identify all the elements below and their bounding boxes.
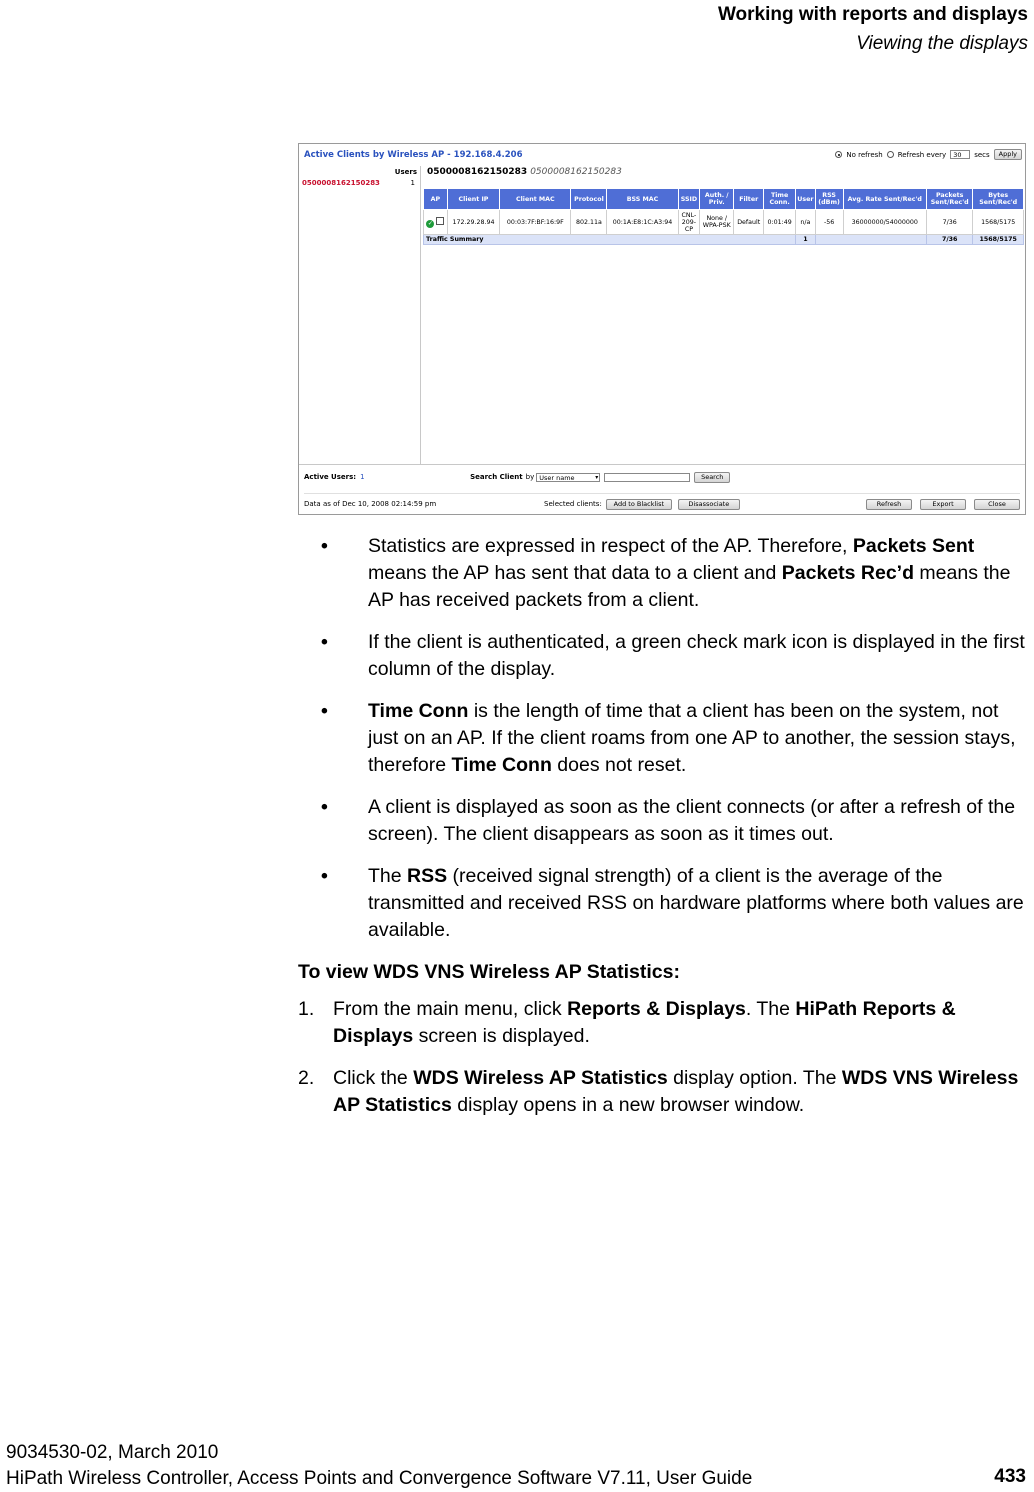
text-run: is the length of time that a client has been on the system, not just on an AP. If the client roams from one AP to another, the session stays, therefore	[368, 700, 1016, 776]
text-run: Click the	[333, 1067, 414, 1089]
search-input[interactable]	[604, 473, 690, 482]
text-run: If the client is authenticated, a green check mark icon is displayed in the first column of the display.	[368, 631, 1025, 680]
search-by-selected-value: User name	[539, 473, 575, 482]
cell-rss: -56	[815, 210, 843, 235]
procedure-step	[298, 996, 1032, 1050]
col-time-conn[interactable]: Time Conn.	[764, 189, 796, 210]
col-protocol[interactable]: Protocol	[571, 189, 607, 210]
no-refresh-label: No refresh	[846, 150, 883, 159]
cell-client-ip: 172.29.28.94	[447, 210, 500, 235]
col-ap[interactable]: AP	[424, 189, 448, 210]
text-run: From the main menu, click	[333, 998, 568, 1020]
bullet-dot: •	[321, 631, 328, 653]
col-client-mac[interactable]: Client MAC	[500, 189, 571, 210]
refresh-every-label: Refresh every	[897, 150, 947, 159]
cell-client-mac: 00:03:7F:BF:16:9F	[500, 210, 571, 235]
text-run: Statistics are expressed in respect of the AP. Therefore,	[368, 535, 853, 557]
page-header-subtitle: Viewing the displays	[856, 33, 1028, 54]
display-name: WDS VNS Wireless AP Statistics	[333, 1067, 1019, 1116]
bullet-item	[298, 629, 1032, 683]
text-run: The	[368, 865, 408, 887]
bullet-dot: •	[321, 865, 328, 887]
text-run: A client is displayed as soon as the client connects (or after a refresh of the screen). The client disappears as soon as it times out.	[368, 796, 1016, 845]
row-status-cell	[424, 210, 448, 235]
bullet-item	[298, 533, 1032, 614]
page-number: 433	[994, 1466, 1026, 1487]
cell-protocol: 802.11a	[571, 210, 607, 235]
clients-table	[423, 188, 1024, 245]
bullet-dot: •	[321, 535, 328, 557]
cell-auth-priv: None / WPA-PSK	[700, 210, 734, 235]
text-run: means the AP has received packets from a client.	[368, 562, 1011, 611]
no-refresh-radio[interactable]	[835, 151, 842, 158]
ap-list-panel	[299, 166, 421, 464]
search-client-label: Search Client	[470, 473, 523, 481]
apply-button[interactable]: Apply	[994, 149, 1022, 160]
summary-label: Traffic Summary	[424, 235, 796, 245]
term-time-conn: Time Conn	[368, 700, 469, 722]
ap-name-bold: 0500008162150283	[427, 167, 528, 177]
ap-user-count: 1	[410, 179, 415, 187]
row-select-checkbox[interactable]	[436, 217, 444, 225]
screenshot-title: Active Clients by Wireless AP - 192.168.4.206	[304, 150, 523, 160]
summary-packets: 7/36	[927, 235, 973, 245]
selected-ap-name	[427, 167, 622, 177]
procedure-heading: To view WDS VNS Wireless AP Statistics:	[298, 961, 680, 983]
col-avg-rate[interactable]: Avg. Rate Sent/Rec'd	[843, 189, 927, 210]
col-packets[interactable]: Packets Sent/Rec'd	[927, 189, 973, 210]
text-run: . The	[745, 998, 796, 1020]
search-by-label: by	[525, 473, 535, 481]
footer-doc-id: 9034530-02, March 2010	[6, 1442, 219, 1463]
refresh-controls	[835, 149, 1022, 160]
bullet-item	[298, 863, 1032, 944]
text-run: (received signal strength) of a client is the average of the transmitted and received RSS on hardware platforms where both values are available.	[368, 865, 1024, 941]
search-button[interactable]: Search	[694, 472, 730, 483]
close-button[interactable]: Close	[974, 499, 1020, 510]
body-text	[298, 533, 1032, 1134]
cell-bss-mac: 00:1A:E8:1C:A3:94	[607, 210, 678, 235]
selected-clients-label: Selected clients:	[544, 500, 602, 508]
text-run: display opens in a new browser window.	[451, 1094, 805, 1116]
bullet-dot: •	[321, 700, 328, 722]
col-client-ip[interactable]: Client IP	[447, 189, 500, 210]
step-number: 1.	[298, 998, 315, 1020]
term-time-conn: Time Conn	[451, 754, 552, 776]
col-auth-priv[interactable]: Auth. / Priv.	[700, 189, 734, 210]
page-header-title: Working with reports and displays	[717, 4, 1028, 25]
add-to-blacklist-button[interactable]: Add to Blacklist	[606, 499, 672, 510]
text-run: does not reset.	[551, 754, 687, 776]
green-check-icon: ✓	[427, 219, 433, 227]
bottom-toolbar	[299, 464, 1025, 515]
disassociate-button[interactable]: Disassociate	[678, 499, 740, 510]
text-run: display option. The	[667, 1067, 842, 1089]
data-timestamp: Data as of Dec 10, 2008 02:14:59 pm	[304, 500, 437, 508]
page-footer	[6, 1440, 752, 1492]
search-row	[304, 471, 1020, 483]
users-column-header: Users	[394, 168, 417, 176]
col-bytes[interactable]: Bytes Sent/Rec'd	[973, 189, 1024, 210]
traffic-summary-row	[424, 235, 1024, 245]
bullet-item	[298, 794, 1032, 848]
cell-time-conn: 0:01:49	[764, 210, 796, 235]
summary-spacer	[815, 235, 926, 245]
text-run: screen is displayed.	[413, 1025, 590, 1047]
refresh-every-radio[interactable]	[887, 151, 894, 158]
active-users-value: 1	[360, 473, 365, 481]
table-row[interactable]	[424, 210, 1024, 235]
refresh-interval-input[interactable]: 30	[950, 150, 970, 159]
col-bss-mac[interactable]: BSS MAC	[607, 189, 678, 210]
active-clients-screenshot	[298, 143, 1026, 515]
search-by-select[interactable]	[536, 473, 600, 482]
screen-name: HiPath Reports & Displays	[333, 998, 956, 1047]
summary-users: 1	[796, 235, 816, 245]
cell-bytes: 1568/5175	[973, 210, 1024, 235]
display-option-name: WDS Wireless AP Statistics	[413, 1067, 668, 1089]
col-rss[interactable]: RSS (dBm)	[815, 189, 843, 210]
term-packets-recd: Packets Rec’d	[781, 562, 915, 584]
refresh-unit-label: secs	[974, 150, 990, 159]
cell-filter: Default	[734, 210, 764, 235]
cell-avg-rate: 36000000/54000000	[843, 210, 927, 235]
ap-list-item[interactable]: 0500008162150283	[302, 179, 380, 187]
col-filter[interactable]: Filter	[734, 189, 764, 210]
actions-row	[304, 493, 1020, 511]
menu-reports-displays: Reports & Displays	[567, 998, 746, 1020]
summary-bytes: 1568/5175	[973, 235, 1024, 245]
step-number: 2.	[298, 1067, 315, 1089]
col-ssid[interactable]: SSID	[678, 189, 700, 210]
text-run: means the AP has sent that data to a client and	[368, 562, 782, 584]
active-users-label: Active Users:	[304, 473, 357, 481]
bullet-item	[298, 698, 1032, 779]
col-user[interactable]: User	[796, 189, 816, 210]
cell-packets: 7/36	[927, 210, 973, 235]
export-button[interactable]: Export	[920, 499, 966, 510]
ap-name-italic: 0500008162150283	[530, 167, 622, 177]
bullet-dot: •	[321, 796, 328, 818]
footer-doc-title: HiPath Wireless Controller, Access Points and Convergence Software V7.11, User Guide	[6, 1468, 753, 1489]
chevron-down-icon: ▾	[595, 473, 599, 481]
procedure-step	[298, 1065, 1032, 1119]
cell-ssid: CNL-209-CP	[678, 210, 700, 235]
refresh-button[interactable]: Refresh	[866, 499, 912, 510]
term-packets-sent: Packets Sent	[852, 535, 975, 557]
cell-user: n/a	[796, 210, 816, 235]
term-rss: RSS	[407, 865, 448, 887]
table-header-row	[424, 189, 1024, 210]
